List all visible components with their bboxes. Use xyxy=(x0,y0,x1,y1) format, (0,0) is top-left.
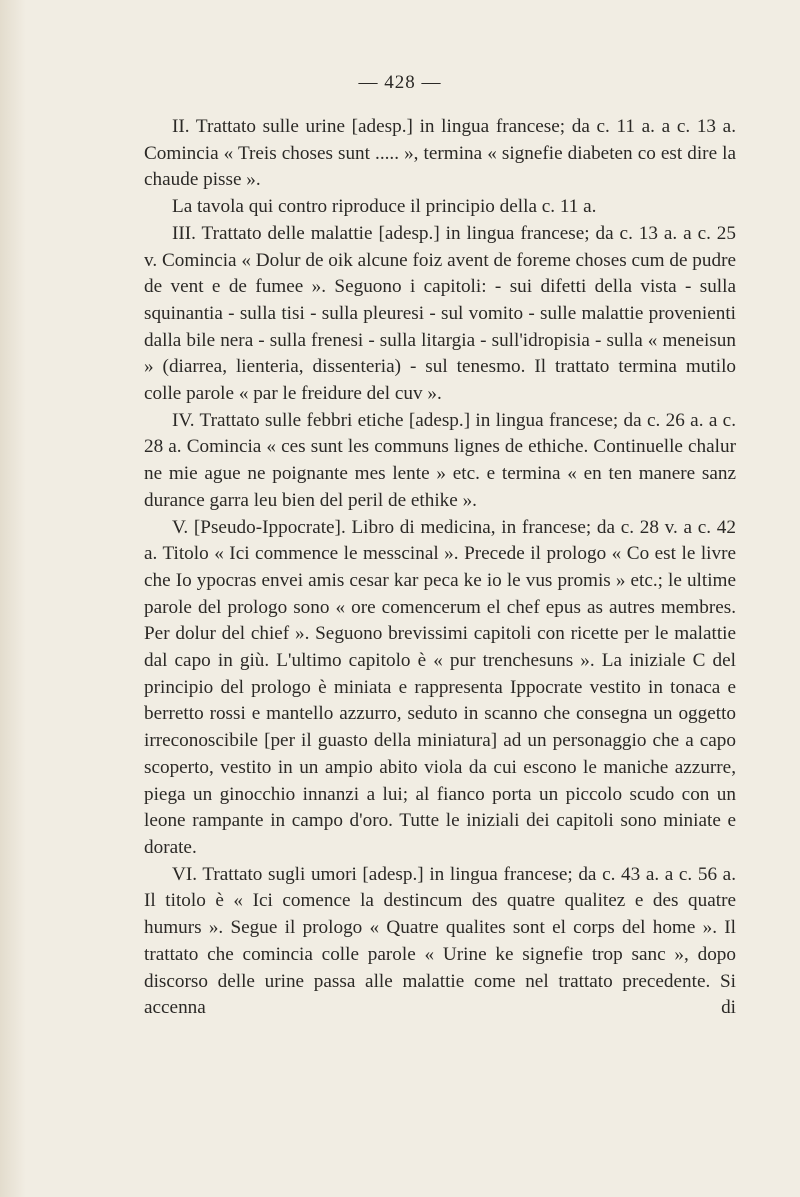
paragraph-trattato-malattie: III. Trattato delle malattie [adesp.] in lingua francese; da c. 13 a. a c. 25 v. Comincia « Dolur de oik alcune foiz avent de foreme choses cum de pudre de vent e de fumee ». Seguono i capitoli: - sui difetti della vista - sulla squinantia - sulla tisi - sulla pleuresi - sul vomito - sulle malattie provenienti dalla bile nera - sulla frenesi - sulla litargia - sull'idropisia - sulla « meneisun » (diarrea, lienteria, dissenteria) - sul tenesmo. Il trattato termina mutilo colle parole « par le freidure del cuv ». xyxy=(144,222,736,405)
paragraph-tavola-note: La tavola qui contro riproduce il principio della c. 11 a. xyxy=(172,196,597,218)
page-number: — 428 — xyxy=(358,72,442,93)
paragraph-trattato-urine: II. Trattato sulle urine [adesp.] in lingua francese; da c. 11 a. a c. 13 a. Comincia « Treis choses sunt ..... », termina « signefie diabeten co est dire la chaude pisse ». xyxy=(144,116,736,191)
paragraph-libro-medicina: V. [Pseudo-Ippocrate]. Libro di medicina, in francese; da c. 28 v. a c. 42 a. Titolo « Ici commence le messcinal ». Precede il prologo « Co est le livre che Io ypocras envei amis cesar kar peca ke io le vus promis » etc.; le ultime parole del prologo sono « ore comencerum el chef epus as autres membres. Per dolur del chief ». Seguono brevissimi capitoli con ricette per le malattie dal capo in giù. L'ultimo capitolo è « pur trenchesuns ». La iniziale C del principio del prologo è miniata e rappresenta Ippocrate vestito in tonaca e berretto rossi e mantello azzurro, seduto in scanno che consegna un oggetto irreconoscibile [per il guasto della miniatura] ad un personaggio che a capo scoperto, vestito in un ampio abito viola da cui escono le maniche azzurre, piega un ginocchio innanzi a lui; al fianco porta un piccolo scudo con un leone rampante in campo d'oro. Tutte le iniziali dei capitoli sono miniate e dorate. xyxy=(144,516,736,858)
paragraph-trattato-umori: VI. Trattato sugli umori [adesp.] in lingua francese; da c. 43 a. a c. 56 a. Il titolo è « Ici comence la destincum des quatre qualitez e des quatre humurs ». Segue il prologo « Quatre qualites sont el corps del home ». Il trattato che comincia colle parole « Urine ke signefie trop sanc », dopo discorso delle urine passa alle malattie come nel trattato precedente. Si accenna di xyxy=(144,863,736,1019)
page-left-edge xyxy=(0,0,26,1197)
body-text xyxy=(144,114,736,1022)
paragraph-trattato-febbri: IV. Trattato sulle febbri etiche [adesp.] in lingua francese; da c. 26 a. a c. 28 a. Comincia « ces sunt les communs lignes de ethiche. Continuelle chalur ne mie ague ne poignante mes lente » etc. e termina « en ten manere sanz durance garra leu bien del peril de ethike ». xyxy=(144,409,736,511)
